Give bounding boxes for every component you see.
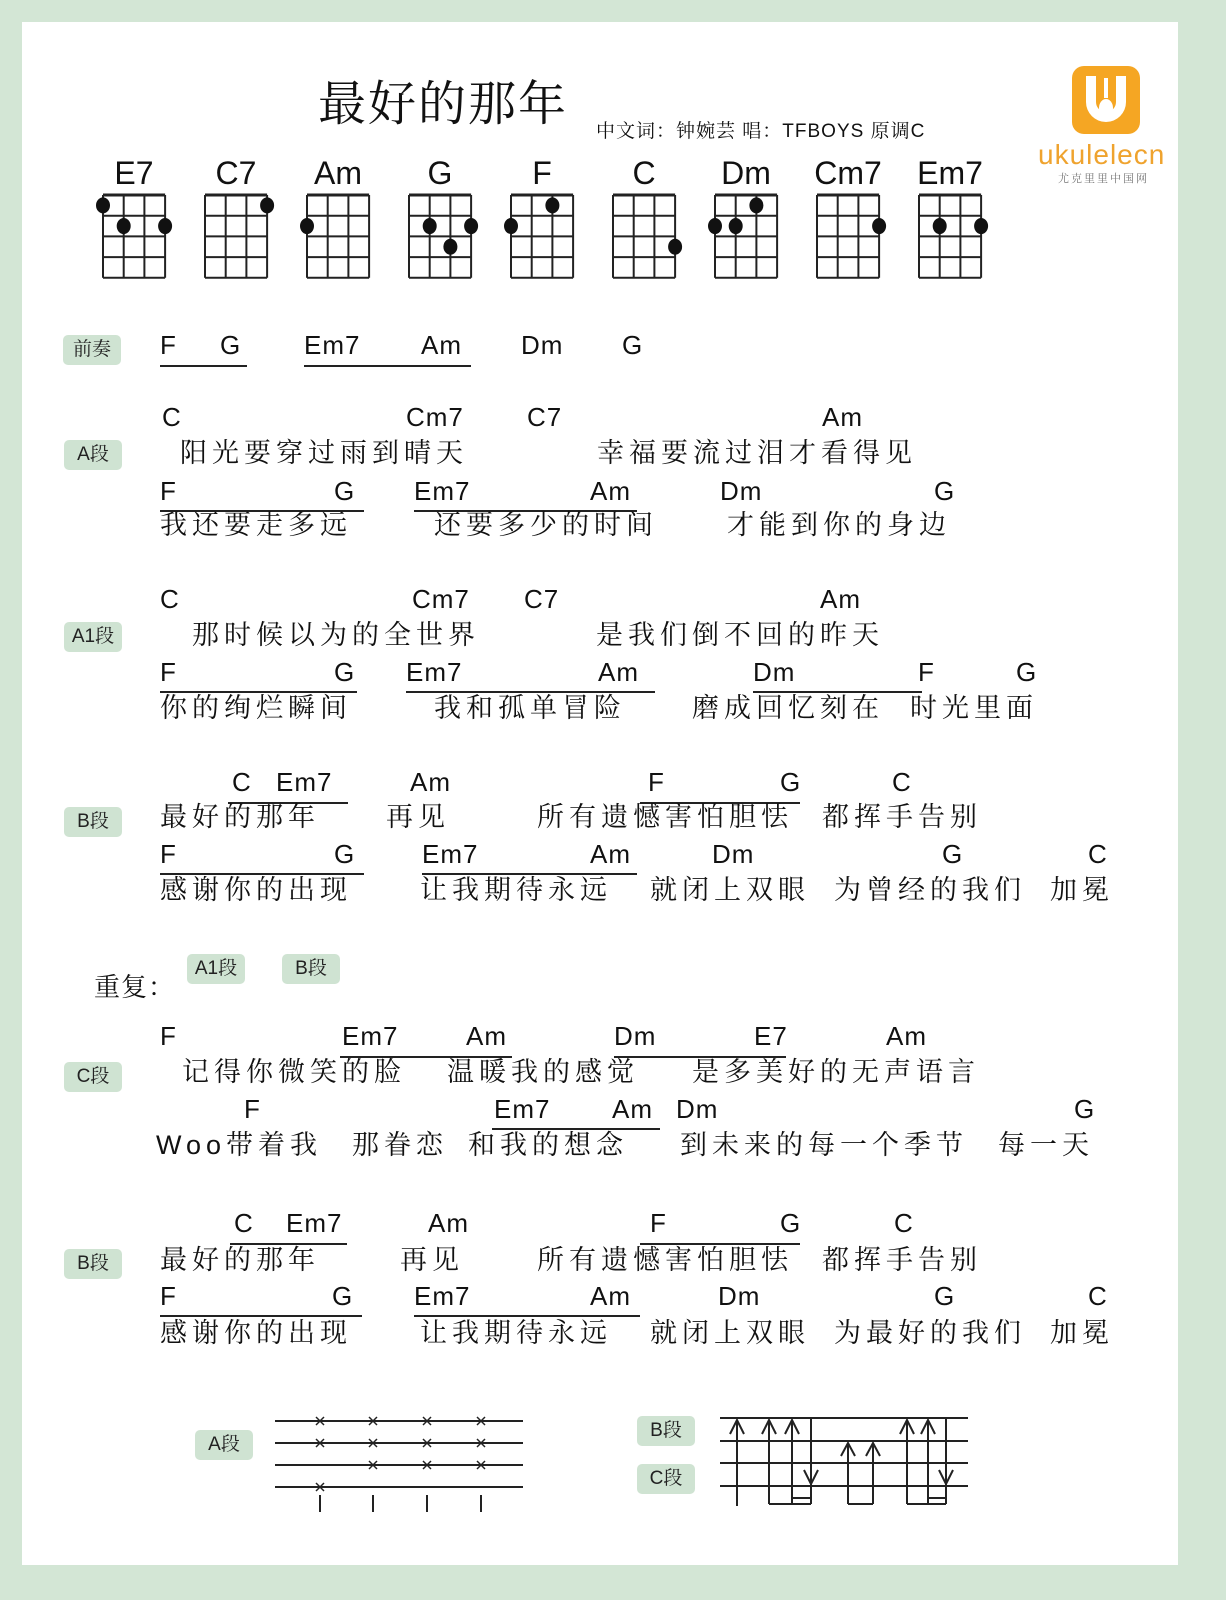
- chord-diagram-E7: [94, 189, 174, 284]
- lyric-segment: 就闭上双眼: [650, 875, 810, 905]
- finger-dot: [545, 197, 559, 213]
- chord-label: Em7: [406, 657, 463, 687]
- chord-diagram-C: [604, 189, 684, 284]
- lyric-segment: 温暖我的感觉: [447, 1057, 639, 1087]
- lyric-segment: 就闭上双眼: [650, 1318, 810, 1348]
- ukulele-logo-icon: [1072, 66, 1140, 134]
- chord-name-E7: E7: [114, 155, 154, 191]
- section-badge: A段: [64, 440, 122, 470]
- chord-label: C: [234, 1208, 254, 1238]
- section-badge: 前奏: [63, 335, 121, 365]
- lyric-segment: 让我期待永远: [420, 1318, 612, 1348]
- chord-label: Dm: [718, 1281, 761, 1311]
- chord-label: Em7: [342, 1021, 399, 1051]
- chord-label: Dm: [676, 1094, 719, 1124]
- lyric-segment: 让我期待永远: [420, 875, 612, 905]
- chord-diagram-C7: [196, 189, 276, 284]
- chord-label: Dm: [614, 1021, 657, 1051]
- repeat-badge-a1: A1段: [187, 954, 245, 984]
- chord-diagram-Am: [298, 189, 378, 284]
- lyric-segment: Woo带着我: [156, 1130, 323, 1160]
- chord-label: Am: [421, 330, 462, 360]
- chord-underline: [304, 365, 471, 367]
- chord-label: G: [334, 839, 356, 869]
- lyric-segment: 为曾经的我们: [834, 875, 1026, 905]
- finger-dot: [260, 197, 274, 213]
- chord-label: C: [894, 1208, 914, 1238]
- chord-name-C: C: [632, 155, 656, 191]
- lyric-segment: 每一天: [998, 1130, 1094, 1160]
- finger-dot: [504, 218, 518, 234]
- chord-label: G: [934, 1281, 956, 1311]
- finger-dot: [158, 218, 172, 234]
- chord-label: G: [334, 476, 356, 506]
- lyric-segment: 到未来的每一个季节: [680, 1130, 968, 1160]
- finger-dot: [423, 218, 437, 234]
- lyric-segment: 再见: [400, 1245, 464, 1275]
- repeat-label: 重复：: [94, 972, 176, 1002]
- chord-label: F: [160, 657, 177, 687]
- section-badge: B段: [64, 1249, 122, 1279]
- chord-label: Am: [590, 839, 631, 869]
- lyric-segment: 为最好的我们: [834, 1318, 1026, 1348]
- chord-underline: [160, 1315, 362, 1317]
- chord-label: F: [160, 330, 177, 360]
- chord-label: Em7: [304, 330, 361, 360]
- fingerpick-pattern-a: [272, 1412, 552, 1522]
- chord-label: G: [1016, 657, 1038, 687]
- chord-label: F: [160, 1021, 177, 1051]
- chord-label: G: [780, 767, 802, 797]
- logo-brand: ukulelecn: [1038, 139, 1166, 170]
- chord-label: Em7: [414, 1281, 471, 1311]
- chord-label: G: [942, 839, 964, 869]
- lyric-segment: 再见: [386, 802, 450, 832]
- finger-dot: [96, 197, 110, 213]
- lyric-segment: 我和孤单冒险: [434, 693, 626, 723]
- chord-underline: [414, 1315, 640, 1317]
- section-badge: B段: [64, 807, 122, 837]
- chord-label: Em7: [422, 839, 479, 869]
- lyric-segment: 所有遗憾害怕胆怯: [537, 802, 793, 832]
- chord-label: C: [162, 402, 182, 432]
- chord-label: F: [648, 767, 665, 797]
- finger-dot: [443, 239, 457, 255]
- chord-label: Am: [820, 584, 861, 614]
- chord-label: C: [1088, 839, 1108, 869]
- finger-dot: [872, 218, 886, 234]
- lyric-segment: 和我的想念: [468, 1130, 628, 1160]
- chord-label: Cm7: [412, 584, 470, 614]
- lyric-segment: 磨成回忆刻在: [692, 693, 884, 723]
- chord-label: C: [232, 767, 252, 797]
- lyric-segment: 那眷恋: [352, 1130, 448, 1160]
- lyric-segment: 记得你微笑的脸: [182, 1057, 406, 1087]
- chord-label: Dm: [753, 657, 796, 687]
- lyric-segment: 加冕: [1050, 875, 1114, 905]
- song-sheet: [22, 22, 1178, 1565]
- lyric-segment: 我还要走多远: [160, 510, 352, 540]
- rhythm-b-badge: B段: [637, 1416, 695, 1446]
- chord-label: C7: [527, 402, 563, 432]
- lyric-segment: 还要多少的时间: [434, 510, 658, 540]
- chord-diagram-Cm7: [808, 189, 888, 284]
- chord-label: Am: [886, 1021, 927, 1051]
- rhythm-c-badge: C段: [637, 1464, 695, 1494]
- chord-name-Am: Am: [314, 155, 362, 191]
- rhythm-a-badge: A段: [195, 1430, 253, 1460]
- chord-label: F: [918, 657, 935, 687]
- chord-label: Em7: [286, 1208, 343, 1238]
- finger-dot: [749, 197, 763, 213]
- chord-label: E7: [754, 1021, 788, 1051]
- chord-label: C7: [524, 584, 560, 614]
- chord-label: Am: [590, 476, 631, 506]
- chord-label: C: [1088, 1281, 1108, 1311]
- chord-label: F: [160, 839, 177, 869]
- chord-label: G: [1074, 1094, 1096, 1124]
- lyric-segment: 感谢你的出现: [160, 875, 352, 905]
- chord-label: F: [650, 1208, 667, 1238]
- chord-label: F: [160, 1281, 177, 1311]
- chord-label: Am: [822, 402, 863, 432]
- lyric-segment: 你的绚烂瞬间: [160, 693, 352, 723]
- song-credits: 中文词：钟婉芸 唱：TFBOYS 原调C: [596, 121, 926, 142]
- finger-dot: [300, 218, 314, 234]
- chord-label: G: [220, 330, 242, 360]
- lyric-segment: 感谢你的出现: [160, 1318, 352, 1348]
- section-badge: A1段: [64, 622, 122, 652]
- lyric-segment: 时光里面: [910, 693, 1038, 723]
- chord-label: Am: [612, 1094, 653, 1124]
- lyric-segment: 加冕: [1050, 1318, 1114, 1348]
- strum-pattern-bc: [717, 1410, 977, 1510]
- chord-label: F: [160, 476, 177, 506]
- chord-label: Am: [410, 767, 451, 797]
- chord-name-Em7: Em7: [917, 155, 983, 191]
- lyric-segment: 所有遗憾害怕胆怯: [537, 1245, 793, 1275]
- chord-name-Cm7: Cm7: [814, 155, 882, 191]
- chord-label: G: [934, 476, 956, 506]
- chord-name-Dm: Dm: [721, 155, 771, 191]
- chord-label: C: [160, 584, 180, 614]
- finger-dot: [708, 218, 722, 234]
- finger-dot: [464, 218, 478, 234]
- chord-underline: [160, 365, 247, 367]
- chord-label: Em7: [414, 476, 471, 506]
- finger-dot: [974, 218, 988, 234]
- chord-diagram-F: [502, 189, 582, 284]
- chord-name-F: F: [532, 155, 552, 191]
- chord-label: G: [780, 1208, 802, 1238]
- chord-label: Am: [428, 1208, 469, 1238]
- lyric-segment: 都挥手告别: [822, 802, 982, 832]
- logo-subtitle: 尤克里里中国网: [1058, 173, 1149, 185]
- chord-label: F: [244, 1094, 261, 1124]
- lyric-segment: 才能到你的身边: [727, 510, 951, 540]
- chord-name-C7: C7: [215, 155, 257, 191]
- chord-label: G: [622, 330, 644, 360]
- chord-name-G: G: [427, 155, 453, 191]
- lyric-segment: 最好的那年: [160, 802, 320, 832]
- chord-diagram-Dm: [706, 189, 786, 284]
- finger-dot: [729, 218, 743, 234]
- lyric-segment: 阳光要穿过雨到晴天: [180, 438, 468, 468]
- repeat-badge-b: B段: [282, 954, 340, 984]
- chord-label: Em7: [494, 1094, 551, 1124]
- chord-diagram-G: [400, 189, 480, 284]
- chord-label: G: [334, 657, 356, 687]
- lyric-segment: 是我们倒不回的昨天: [596, 620, 884, 650]
- finger-dot: [117, 218, 131, 234]
- lyric-segment: 是多美好的无声语言: [692, 1057, 980, 1087]
- chord-label: Am: [598, 657, 639, 687]
- song-title: 最好的那年: [318, 78, 569, 131]
- chord-label: Am: [466, 1021, 507, 1051]
- lyric-segment: 那时候以为的全世界: [192, 620, 480, 650]
- finger-dot: [668, 239, 682, 255]
- chord-label: Dm: [521, 330, 564, 360]
- lyric-segment: 最好的那年: [160, 1245, 320, 1275]
- pluck-marks: [316, 1417, 485, 1491]
- lyric-segment: 幸福要流过泪才看得见: [597, 438, 917, 468]
- chord-label: Cm7: [406, 402, 464, 432]
- lyric-segment: 都挥手告别: [822, 1245, 982, 1275]
- chord-label: Dm: [720, 476, 763, 506]
- chord-label: Em7: [276, 767, 333, 797]
- chord-label: Dm: [712, 839, 755, 869]
- finger-dot: [933, 218, 947, 234]
- chord-label: Am: [590, 1281, 631, 1311]
- chord-diagram-Em7: [910, 189, 990, 284]
- chord-label: C: [892, 767, 912, 797]
- section-badge: C段: [64, 1062, 122, 1092]
- chord-label: G: [332, 1281, 354, 1311]
